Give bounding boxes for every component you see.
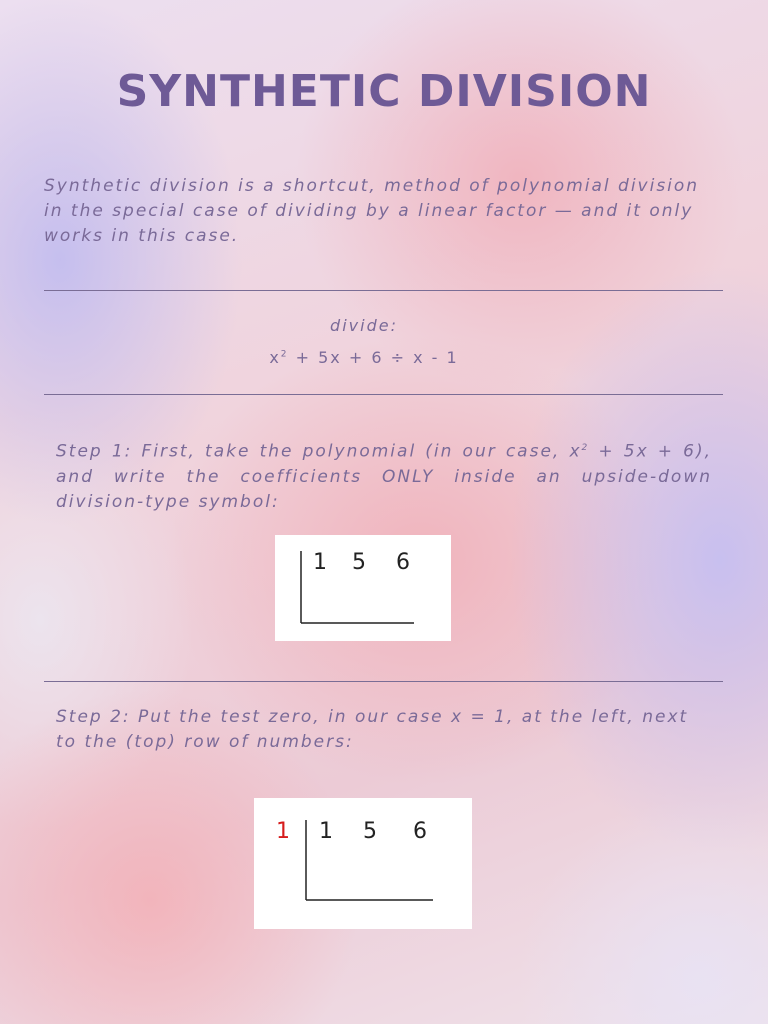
example-label: divide: [330,316,398,335]
step1-text [56,436,712,515]
coefficient: 5 [352,550,366,575]
step1-division-diagram [275,535,451,641]
dividend-rest: + 5x + 6 ÷ [288,348,414,367]
step2-text: Step 2: Put the test zero, in our case x = 1, at the left, next to the (top) row of numbers: [56,707,689,752]
coefficient: 5 [363,819,377,844]
coefficient: 1 [313,550,327,575]
divisor: x - 1 [413,348,459,367]
test-zero: 1 [276,819,290,844]
page-title: SYNTHETIC DIVISION [116,66,652,117]
divider-middle [44,394,723,395]
intro-paragraph: Synthetic division is a shortcut, method of polynomial division in the special case of dividing by a linear factor — and it only works in this case. [44,176,700,246]
coefficient: 6 [413,819,427,844]
step1-exponent: 2 [581,443,590,453]
coefficient: 6 [396,550,410,575]
divider-bottom [44,681,723,682]
dividend-exponent: 2 [280,349,289,360]
coefficient: 1 [319,819,333,844]
divider-top [44,290,723,291]
example-expression [0,348,728,367]
step1-text-b: + 5x + 6), and write the coefficients ONLY inside an upside-down division-type symbol: [56,441,712,512]
step2-division-diagram [254,798,472,929]
dividend-base: x [269,348,281,367]
step1-text-a: Step 1: First, take the polynomial (in our case, x [56,441,582,462]
